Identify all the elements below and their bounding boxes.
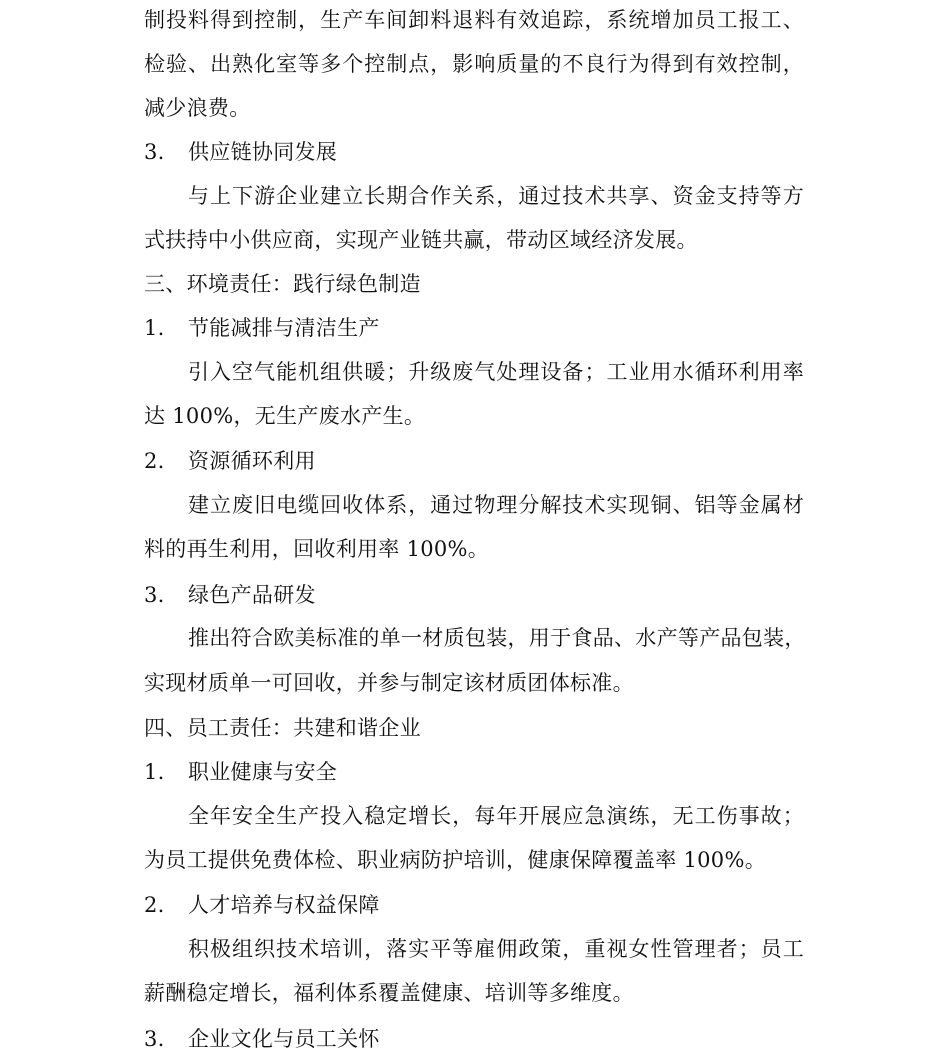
subsection-title: 职业健康与安全 <box>188 760 338 784</box>
subsection-title: 人才培养与权益保障 <box>188 893 380 917</box>
list-number: 2. <box>144 893 165 917</box>
paragraph-line: 料的再生利用，回收利用率 100%。 <box>144 537 490 561</box>
subsection-title: 节能减排与清洁生产 <box>188 316 380 340</box>
paragraph-line: 检验、出熟化室等多个控制点，影响质量的不良行为得到有效控制， <box>144 52 804 76</box>
paragraph-line: 与上下游企业建立长期合作关系，通过技术共享、资金支持等方 <box>188 184 804 208</box>
subsection-title: 绿色产品研发 <box>188 583 316 607</box>
paragraph-line: 达 100%，无生产废水产生。 <box>144 404 426 428</box>
subsection-title: 资源循环利用 <box>188 449 316 473</box>
paragraph-line: 薪酬稳定增长，福利体系覆盖健康、培训等多维度。 <box>144 981 634 1005</box>
list-number: 2. <box>144 449 165 473</box>
subsection-heading <box>144 580 804 610</box>
paragraph-line: 全年安全生产投入稳定增长，每年开展应急演练，无工伤事故； <box>188 804 804 828</box>
paragraph-line: 减少浪费。 <box>144 96 251 120</box>
subsection-heading <box>144 313 804 343</box>
paragraph-line: 积极组织技术培训，落实平等雇佣政策，重视女性管理者；员工 <box>188 937 804 961</box>
list-number: 1. <box>144 760 165 784</box>
section-heading: 三、环境责任：践行绿色制造 <box>144 272 421 296</box>
paragraph-line: 引入空气能机组供暖；升级废气处理设备；工业用水循环利用率 <box>188 360 804 384</box>
subsection-heading <box>144 890 804 920</box>
subsection-title: 供应链协同发展 <box>188 140 338 164</box>
paragraph-line: 为员工提供免费体检、职业病防护培训，健康保障覆盖率 100%。 <box>144 848 767 872</box>
subsection-heading <box>144 1024 804 1054</box>
list-number: 3. <box>144 1027 165 1051</box>
paragraph-line: 推出符合欧美标准的单一材质包装，用于食品、水产等产品包装， <box>188 626 806 650</box>
paragraph-line: 实现材质单一可回收，并参与制定该材质团体标准。 <box>144 671 634 695</box>
subsection-heading <box>144 137 804 167</box>
subsection-heading <box>144 446 804 476</box>
list-number: 3. <box>144 140 165 164</box>
list-number: 3. <box>144 583 165 607</box>
section-heading: 四、员工责任：共建和谐企业 <box>144 716 421 740</box>
paragraph-line: 式扶持中小供应商，实现产业链共赢，带动区域经济发展。 <box>144 228 698 252</box>
paragraph-line: 建立废旧电缆回收体系，通过物理分解技术实现铜、铝等金属材 <box>188 493 804 517</box>
paragraph-line: 制投料得到控制，生产车间卸料退料有效追踪，系统增加员工报工、 <box>144 8 804 32</box>
list-number: 1. <box>144 316 165 340</box>
subsection-heading <box>144 757 804 787</box>
subsection-title: 企业文化与员工关怀 <box>188 1027 380 1051</box>
